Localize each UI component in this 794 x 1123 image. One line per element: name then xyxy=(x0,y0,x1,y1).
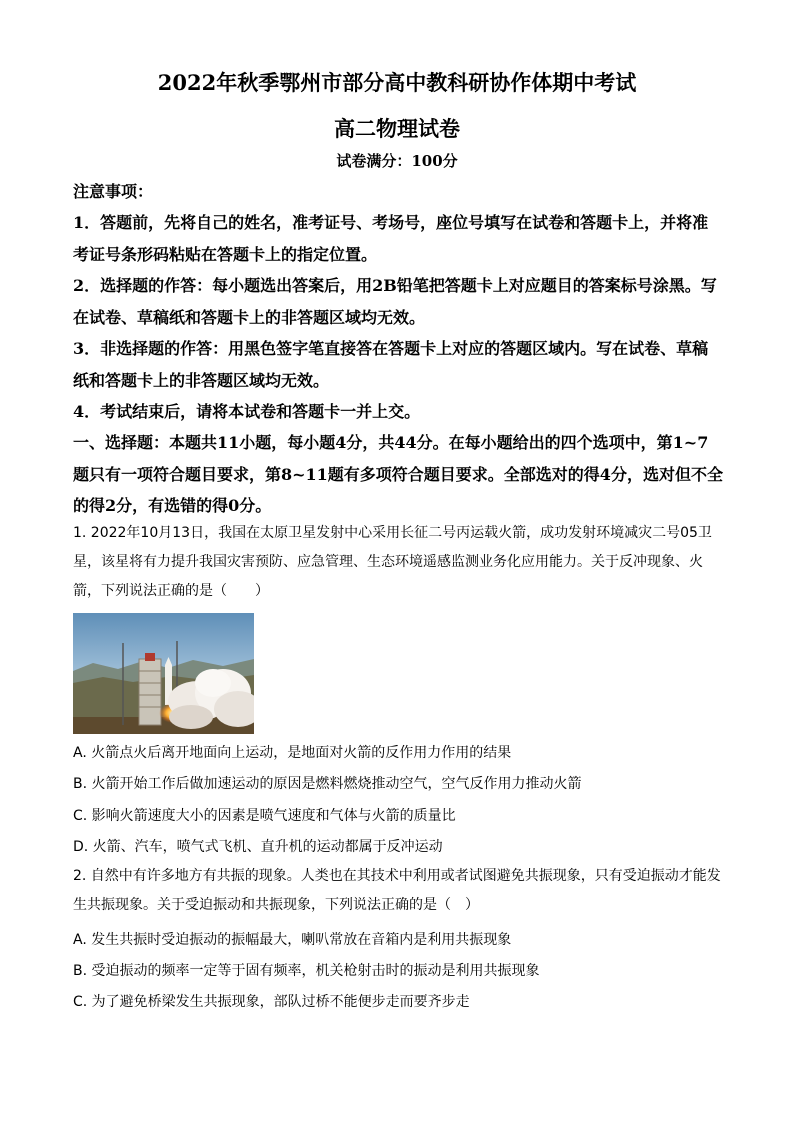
note-item: 3．非选择题的作答：用黑色签字笔直接答在答题卡上对应的答题区域内。写在试卷、草稿纸和答题卡上的非答题区域均无效。 xyxy=(73,339,709,390)
full-score: 试卷满分：100分 xyxy=(336,152,458,170)
notes-list xyxy=(73,207,723,428)
note-item: 2．选择题的作答：每小题选出答案后，用2B铅笔把答题卡上对应题目的答案标号涂黑。写在试卷、草稿纸和答题卡上的非答题区域均无效。 xyxy=(73,276,717,327)
question-1-option-d: D. 火箭、汽车，喷气式飞机、直升机的运动都属于反冲运动 xyxy=(73,839,443,855)
rocket-launch-photo xyxy=(73,613,254,734)
question-2-option-c: C. 为了避免桥梁发生共振现象，部队过桥不能便步走而要齐步走 xyxy=(73,994,470,1010)
question-1-option-a: A. 火箭点火后离开地面向上运动，是地面对火箭的反作用力作用的结果 xyxy=(73,745,512,761)
question-2-stem: 2. 自然中有许多地方有共振的现象。人类也在其技术中利用或者试图避免共振现象，只有受迫振动才能发生共振现象。关于受迫振动和共振现象，下列说法正确的是（ ） xyxy=(73,868,721,913)
notes-heading: 注意事项： xyxy=(73,182,154,201)
exam-subject: 高二物理试卷 xyxy=(334,116,460,141)
question-2-option-b: B. 受迫振动的频率一定等于固有频率，机关枪射击时的振动是利用共振现象 xyxy=(73,963,540,979)
rocket-launch-illustration xyxy=(73,613,254,734)
section-1-instructions: 一、选择题：本题共11小题，每小题4分，共44分。在每小题给出的四个选项中，第1~7题只有一项符合题目要求，第8~11题有多项符合题目要求。全部选对的得4分，选对但不全的得2分，有选错的得0分。 xyxy=(73,433,723,515)
exam-title: 2022年秋季鄂州市部分高中教科研协作体期中考试 xyxy=(157,70,637,95)
question-1-option-c: C. 影响火箭速度大小的因素是喷气速度和气体与火箭的质量比 xyxy=(73,808,456,824)
note-item: 1．答题前，先将自己的姓名，准考证号、考场号，座位号填写在试卷和答题卡上，并将准考证号条形码粘贴在答题卡上的指定位置。 xyxy=(73,213,709,264)
section-instructions xyxy=(73,427,723,522)
question-2-option-a: A. 发生共振时受迫振动的振幅最大，喇叭常放在音箱内是利用共振现象 xyxy=(73,932,512,948)
note-item: 4．考试结束后，请将本试卷和答题卡一并上交。 xyxy=(73,402,421,421)
question-1-stem: 1. 2022年10月13日，我国在太原卫星发射中心采用长征二号丙运载火箭，成功发射环境减灾二号05卫星，该星将有力提升我国灾害预防、应急管理、生态环境遥感监测业务化应用能力。关于反冲现象、火箭，下列说法正确的是（ ） xyxy=(73,525,712,599)
question-1-option-b: B. 火箭开始工作后做加速运动的原因是燃料燃烧推动空气，空气反作用力推动火箭 xyxy=(73,776,582,792)
